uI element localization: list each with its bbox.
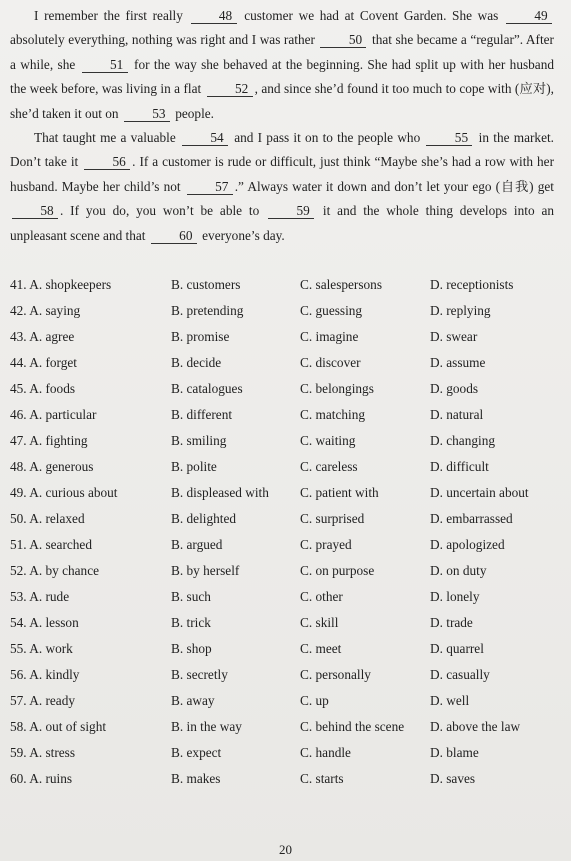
option-a xyxy=(10,641,73,657)
option-text: B. displeased with xyxy=(171,485,269,500)
option-text: A. by chance xyxy=(29,563,99,578)
option-a xyxy=(10,511,85,527)
option-c xyxy=(300,511,364,527)
blank-58: 58 xyxy=(12,203,58,219)
question-row-50 xyxy=(10,511,560,537)
option-b xyxy=(171,511,236,527)
question-row-46 xyxy=(10,407,560,433)
option-c xyxy=(300,355,361,371)
option-a xyxy=(10,355,77,371)
option-c xyxy=(300,329,358,345)
option-a xyxy=(10,485,117,501)
option-a xyxy=(10,381,75,397)
option-text: B. such xyxy=(171,589,211,604)
option-c xyxy=(300,641,341,657)
option-c xyxy=(300,459,358,475)
question-row-41 xyxy=(10,277,560,303)
question-number: 54. xyxy=(10,615,27,630)
question-row-52 xyxy=(10,563,560,589)
option-c xyxy=(300,719,404,735)
question-number: 42. xyxy=(10,303,27,318)
option-text: D. saves xyxy=(430,771,476,786)
option-text: B. customers xyxy=(171,277,241,292)
question-row-48 xyxy=(10,459,560,485)
option-text: C. behind the scene xyxy=(300,719,405,734)
blank-52: 52 xyxy=(207,81,253,97)
option-b xyxy=(171,745,221,761)
option-text: C. prayed xyxy=(300,537,352,552)
option-b xyxy=(171,589,211,605)
blank-60: 60 xyxy=(151,228,197,244)
question-row-42 xyxy=(10,303,560,329)
question-number: 47. xyxy=(10,433,27,448)
passage-text: in the market. Don’t take it xyxy=(10,130,554,170)
option-text: B. makes xyxy=(171,771,221,786)
option-text: C. matching xyxy=(300,407,365,422)
option-b xyxy=(171,355,221,371)
question-row-57 xyxy=(10,693,560,719)
option-text: A. curious about xyxy=(29,485,118,500)
option-text: D. blame xyxy=(430,745,479,760)
option-text: B. catalogues xyxy=(171,381,243,396)
option-text: C. skill xyxy=(300,615,339,630)
passage-text: . If a customer is rude or difficult, just think “Maybe she’s had a row with her husband. Maybe her child’s not xyxy=(10,154,555,194)
blank-54: 54 xyxy=(182,130,228,146)
question-row-56 xyxy=(10,667,560,693)
option-text: A. shopkeepers xyxy=(29,277,112,292)
option-a xyxy=(10,407,96,423)
option-a xyxy=(10,537,92,553)
option-a xyxy=(10,563,99,579)
option-d xyxy=(430,485,529,501)
option-a xyxy=(10,589,69,605)
option-a xyxy=(10,615,79,631)
option-text: D. above the law xyxy=(430,719,521,734)
question-row-51 xyxy=(10,537,560,563)
option-d xyxy=(430,615,473,631)
option-b xyxy=(171,407,232,423)
option-text: A. kindly xyxy=(29,667,80,682)
option-text: C. guessing xyxy=(300,303,363,318)
question-number: 53. xyxy=(10,589,27,604)
option-text: C. starts xyxy=(300,771,344,786)
option-c xyxy=(300,381,374,397)
option-text: D. goods xyxy=(430,381,479,396)
option-a xyxy=(10,433,88,449)
option-text: A. saying xyxy=(29,303,81,318)
option-text: D. casually xyxy=(430,667,490,682)
option-text: D. quarrel xyxy=(430,641,484,656)
option-text: D. assume xyxy=(430,355,486,370)
option-text: D. changing xyxy=(430,433,495,448)
passage-text: people. xyxy=(171,105,214,121)
passage-text: absolutely everything, nothing was right and I was rather xyxy=(10,32,319,48)
option-text: D. swear xyxy=(430,329,478,344)
option-c xyxy=(300,693,329,709)
option-text: D. uncertain about xyxy=(430,485,529,500)
option-d xyxy=(430,771,475,787)
passage-text: I remember the first really xyxy=(34,8,189,23)
option-a xyxy=(10,303,80,319)
option-text: A. lesson xyxy=(29,615,79,630)
question-number: 44. xyxy=(10,355,27,370)
passage-text: that she became a “regular”. After a while, she xyxy=(10,32,554,72)
option-text: D. replying xyxy=(430,303,491,318)
passage-text: That taught me a valuable xyxy=(34,130,180,146)
question-row-43 xyxy=(10,329,560,355)
option-b xyxy=(171,303,243,319)
passage-text: and I pass it on to the people who xyxy=(229,130,425,146)
blank-56: 56 xyxy=(84,154,130,170)
option-c xyxy=(300,771,344,787)
question-number: 55. xyxy=(10,641,27,656)
option-text: A. particular xyxy=(29,407,97,422)
passage-text: customer we had at Covent Garden. She was xyxy=(238,8,504,23)
option-text: C. belongings xyxy=(300,381,374,396)
option-text: B. argued xyxy=(171,537,223,552)
option-d xyxy=(430,745,479,761)
option-d xyxy=(430,407,483,423)
option-text: B. pretending xyxy=(171,303,244,318)
option-d xyxy=(430,563,487,579)
question-number: 43. xyxy=(10,329,27,344)
option-text: B. decide xyxy=(171,355,222,370)
question-row-58 xyxy=(10,719,560,745)
question-number: 41. xyxy=(10,277,27,292)
option-text: D. on duty xyxy=(430,563,487,578)
passage-text: everyone’s day. xyxy=(198,227,285,243)
passage-text: .” Always water it down and don’t let your ego (自我) get xyxy=(234,178,554,194)
option-text: B. polite xyxy=(171,459,217,474)
option-text: D. lonely xyxy=(430,589,480,604)
blank-48: 48 xyxy=(191,8,237,24)
option-text: B. delighted xyxy=(171,511,236,526)
option-b xyxy=(171,641,212,657)
option-c xyxy=(300,589,343,605)
option-text: A. ready xyxy=(29,693,75,708)
option-text: C. surprised xyxy=(300,511,365,526)
passage-text: . If you do, you won’t be able to xyxy=(60,203,267,219)
option-c xyxy=(300,615,338,631)
option-b xyxy=(171,563,239,579)
question-row-49 xyxy=(10,485,560,511)
question-number: 56. xyxy=(10,667,27,682)
option-text: D. apologized xyxy=(430,537,505,552)
option-d xyxy=(430,667,490,683)
option-text: B. different xyxy=(171,407,233,422)
option-c xyxy=(300,433,355,449)
option-a xyxy=(10,459,93,475)
question-row-45 xyxy=(10,381,560,407)
option-b xyxy=(171,485,269,501)
passage-paragraph xyxy=(10,4,554,126)
option-text: D. embarrassed xyxy=(430,511,513,526)
option-c xyxy=(300,745,351,761)
option-text: B. shop xyxy=(171,641,212,656)
option-text: A. relaxed xyxy=(29,511,85,526)
option-text: C. other xyxy=(300,589,343,604)
question-number: 52. xyxy=(10,563,27,578)
option-text: D. receptionists xyxy=(430,277,514,292)
cloze-passage xyxy=(10,4,554,248)
blank-59: 59 xyxy=(268,203,314,219)
option-text: A. work xyxy=(29,641,73,656)
option-c xyxy=(300,537,352,553)
option-text: A. searched xyxy=(29,537,92,552)
question-number: 45. xyxy=(10,381,27,396)
blank-53: 53 xyxy=(124,106,170,122)
question-row-44 xyxy=(10,355,560,381)
option-c xyxy=(300,485,379,501)
question-row-47 xyxy=(10,433,560,459)
option-text: C. discover xyxy=(300,355,361,370)
option-b xyxy=(171,459,217,475)
option-b xyxy=(171,667,228,683)
option-text: D. natural xyxy=(430,407,484,422)
answer-options xyxy=(10,277,560,797)
question-number: 50. xyxy=(10,511,27,526)
blank-50: 50 xyxy=(320,32,366,48)
question-row-53 xyxy=(10,589,560,615)
option-text: C. up xyxy=(300,693,329,708)
passage-text: for the way she behaved at the beginning. She had split up with her husband the week before, was living in a flat xyxy=(10,56,554,97)
option-b xyxy=(171,615,211,631)
option-text: C. salespersons xyxy=(300,277,382,292)
option-text: A. rude xyxy=(29,589,70,604)
option-text: A. ruins xyxy=(29,771,73,786)
option-text: A. agree xyxy=(29,329,75,344)
passage-text: it and the whole thing develops into an unpleasant scene and that xyxy=(10,203,554,243)
option-d xyxy=(430,381,478,397)
option-text: A. stress xyxy=(29,745,76,760)
blank-51: 51 xyxy=(82,57,128,73)
option-text: B. trick xyxy=(171,615,211,630)
option-b xyxy=(171,693,215,709)
option-text: D. trade xyxy=(430,615,473,630)
option-d xyxy=(430,641,484,657)
option-d xyxy=(430,537,505,553)
option-text: A. out of sight xyxy=(29,719,107,734)
option-a xyxy=(10,719,106,735)
question-number: 49. xyxy=(10,485,27,500)
option-d xyxy=(430,433,495,449)
option-b xyxy=(171,433,226,449)
option-text: C. handle xyxy=(300,745,351,760)
question-number: 60. xyxy=(10,771,27,786)
option-text: D. difficult xyxy=(430,459,489,474)
question-number: 46. xyxy=(10,407,27,422)
question-row-55 xyxy=(10,641,560,667)
option-text: C. waiting xyxy=(300,433,356,448)
option-d xyxy=(430,511,513,527)
option-text: C. meet xyxy=(300,641,342,656)
option-b xyxy=(171,381,243,397)
option-text: B. secretly xyxy=(171,667,228,682)
option-d xyxy=(430,589,480,605)
option-d xyxy=(430,693,469,709)
option-text: B. by herself xyxy=(171,563,240,578)
page-number: 20 xyxy=(279,842,292,857)
option-text: A. fighting xyxy=(29,433,88,448)
passage-text: , and since she’d found it too much to cope with (应对), she’d taken it out on xyxy=(10,81,554,121)
option-b xyxy=(171,537,222,553)
question-number: 57. xyxy=(10,693,27,708)
blank-57: 57 xyxy=(187,179,233,195)
option-b xyxy=(171,277,240,293)
blank-55: 55 xyxy=(426,130,472,146)
option-d xyxy=(430,459,489,475)
option-text: A. generous xyxy=(29,459,94,474)
blank-49: 49 xyxy=(506,8,552,24)
option-d xyxy=(430,719,520,735)
option-c xyxy=(300,667,371,683)
option-a xyxy=(10,329,74,345)
option-a xyxy=(10,771,72,787)
option-text: C. patient with xyxy=(300,485,379,500)
option-d xyxy=(430,277,513,293)
option-b xyxy=(171,771,221,787)
option-a xyxy=(10,277,111,293)
question-number: 58. xyxy=(10,719,27,734)
option-d xyxy=(430,355,485,371)
option-text: A. forget xyxy=(29,355,77,370)
option-a xyxy=(10,667,79,683)
question-row-54 xyxy=(10,615,560,641)
option-d xyxy=(430,303,491,319)
option-a xyxy=(10,693,75,709)
option-text: B. promise xyxy=(171,329,230,344)
option-d xyxy=(430,329,477,345)
question-row-60 xyxy=(10,771,560,797)
option-text: B. in the way xyxy=(171,719,242,734)
question-row-59 xyxy=(10,745,560,771)
option-c xyxy=(300,303,362,319)
option-text: B. expect xyxy=(171,745,222,760)
option-c xyxy=(300,277,382,293)
option-b xyxy=(171,329,229,345)
option-text: D. well xyxy=(430,693,470,708)
option-text: B. smiling xyxy=(171,433,227,448)
question-number: 59. xyxy=(10,745,27,760)
option-text: B. away xyxy=(171,693,215,708)
option-text: C. imagine xyxy=(300,329,359,344)
option-c xyxy=(300,563,374,579)
option-text: C. personally xyxy=(300,667,371,682)
option-c xyxy=(300,407,365,423)
option-text: A. foods xyxy=(29,381,76,396)
option-text: C. on purpose xyxy=(300,563,375,578)
question-number: 51. xyxy=(10,537,27,552)
option-text: C. careless xyxy=(300,459,358,474)
option-b xyxy=(171,719,242,735)
question-number: 48. xyxy=(10,459,27,474)
passage-paragraph xyxy=(10,126,554,248)
option-a xyxy=(10,745,75,761)
